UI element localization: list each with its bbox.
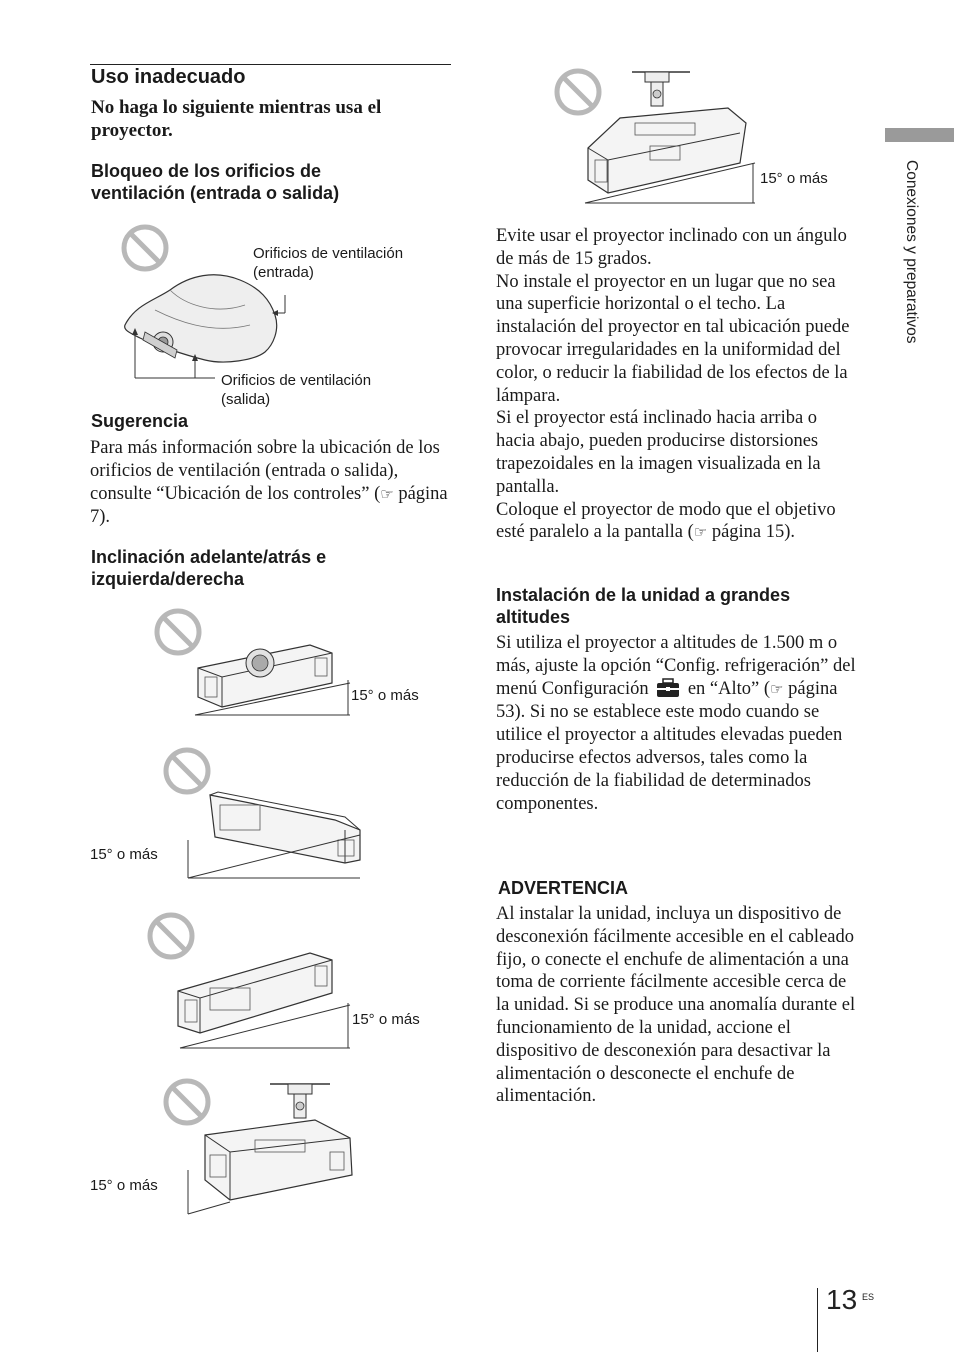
prohibited-icon: [157, 611, 199, 653]
tilt-text-block: [496, 225, 856, 545]
angle-label-top: 15° o más: [760, 170, 828, 187]
angle-label-3: 15° o más: [352, 1011, 420, 1028]
language-code: ES: [862, 1292, 875, 1302]
tilt-figure-1: [150, 605, 370, 720]
page-number: 13: [826, 1284, 858, 1315]
page-reference-icon: ☞: [770, 681, 784, 698]
prohibited-icon: [166, 1081, 208, 1123]
section-title-ventilation: Bloqueo de los orificios de ventilación (entrada o salida): [91, 161, 340, 203]
page-heading: Uso inadecuado: [91, 66, 246, 88]
tilt-figure-2: [160, 745, 370, 885]
sidebar-tab-text: Conexiones y preparativos: [903, 160, 920, 344]
toolbox-icon: [655, 678, 681, 698]
ceiling-tilt-figure: [550, 68, 760, 210]
label-exhaust: Orificios de ventilación (salida): [221, 372, 372, 408]
tip-title: Sugerencia: [91, 411, 189, 431]
tilt-paragraph-1: Evite usar el proyector inclinado con un ángulo de más de 15 grados.: [496, 226, 847, 269]
page-number-rule: [817, 1288, 818, 1352]
section-title-altitude: Instalación de la unidad a grandes altitudes: [496, 585, 791, 627]
tilt-paragraph-4: Coloque el proyector de modo que el objetivo esté paralelo a la pantalla (☞ página 15).: [496, 499, 836, 543]
page-reference-icon: ☞: [380, 486, 394, 503]
tilt-paragraph-2: No instale el proyector en un lugar que no sea una superficie horizontal o el techo. La instalación del proyector en tal ubicación puede provocar irregularidades en la uniformidad del color, o reducir la fiabilidad de los efectos de la lámpara.: [496, 271, 850, 406]
angle-label-4: 15° o más: [90, 1177, 158, 1194]
prohibited-icon: [150, 915, 192, 957]
page-reference-icon: ☞: [693, 525, 708, 542]
label-intake: Orificios de ventilación (entrada): [253, 245, 404, 281]
altitude-text: Si utiliza el proyector a altitudes de 1.500 m o más, ajuste la opción “Config. refrigeración” del menú Configuración en “Alto” (☞ página 53). Si no se establece este modo cuando se utilice el proyector a altitudes elevadas pueden producirse efectos adversos, tales como la reducción de la fiabilidad de determinados componentes.: [496, 633, 856, 814]
warning-text: Al instalar la unidad, incluya un dispositivo de desconexión fácilmente accesible en el cableado fijo, o conecte el enchufe de alimentación a una toma de corriente fácilmente accesible cerca de la unidad. Si se produce una anomalía durante el funcionamiento de la unidad, accione el dispositivo de desconexión para desactivar la alimentación o desconecte el enchufe de alimentación.: [496, 904, 856, 1107]
prohibited-icon: [557, 71, 599, 113]
warning-title: ADVERTENCIA: [498, 878, 629, 898]
heading-rule: [90, 64, 451, 65]
tilt-paragraph-3: Si el proyector está inclinado hacia arriba o hacia abajo, pueden producirse distorsiones trapezoidales en la imagen visualizada en la pantalla.: [496, 408, 821, 497]
angle-label-2: 15° o más: [90, 846, 158, 863]
angle-label-1: 15° o más: [351, 687, 419, 704]
section-title-tilt: Inclinación adelante/atrás e izquierda/derecha: [91, 547, 327, 589]
tilt-figure-4: [160, 1080, 360, 1220]
tip-text: Para más información sobre la ubicación de los orificios de ventilación (entrada o salida), consulte “Ubicación de los controles” (☞ página 7).: [90, 438, 448, 528]
tilt-figure-3: [140, 908, 360, 1053]
intro-text: No haga lo siguiente mientras usa el proyector.: [91, 97, 382, 141]
prohibited-icon: [166, 750, 208, 792]
sidebar-tab-bar: [885, 128, 954, 142]
prohibited-icon: [124, 227, 166, 269]
